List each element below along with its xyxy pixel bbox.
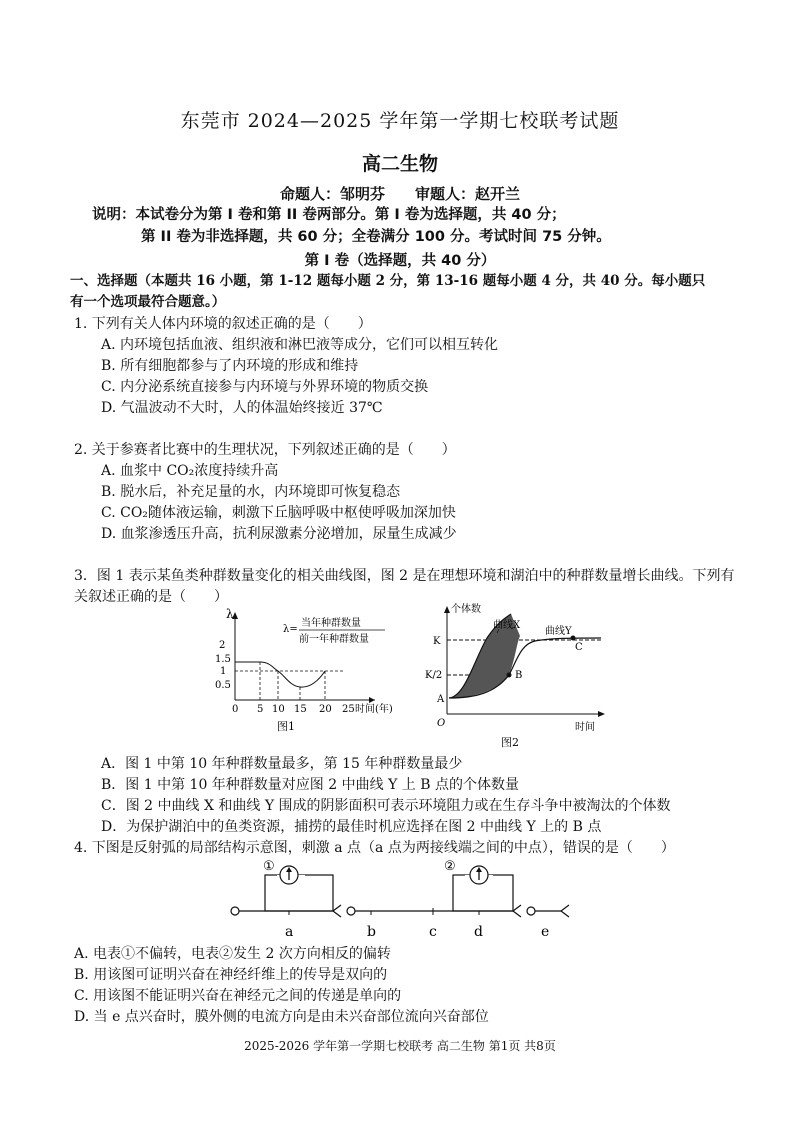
neuron-1-body [231,907,239,915]
figure-reflex-arc [225,858,575,942]
question-1-option-d: D. 气温波动不大时，人的体温始终接近 37℃ [101,400,383,416]
fig2-point-a: A [437,694,445,705]
section-title: 第 I 卷（选择题，共 40 分） [304,253,496,269]
question-1-option-c: C. 内分泌系统直接参与内环境与外界环境的物质交换 [101,379,429,395]
fig1-ytick-1.5: 1.5 [215,654,231,665]
fig1-ytick-2: 2 [219,640,226,651]
fig2-y-arrow [444,606,450,613]
question-4-stem: 4. 下图是反射弧的局部结构示意图，刺激 a 点（a 点为两接线端之间的中点），错误的是（ ） [74,840,675,856]
fig1-curve [235,662,325,687]
synapse-2-terminal [513,905,521,917]
question-2-option-c: C. CO₂随体液运输，刺激下丘脑呼吸中枢使呼吸加深加快 [101,505,456,521]
point-b-label: b [367,924,376,940]
question-1-option-b: B. 所有细胞都参与了内环境的形成和维持 [101,358,359,374]
point-d-label: d [474,924,483,940]
synapse-1-terminal [333,905,341,917]
question-3-option-d: D．为保护湖泊中的鱼类资源，捕捞的最佳时机应选择在图 2 中曲线 Y 上的 B 点 [101,819,602,835]
authors-line: 命题人：邹明芬 审题人：赵开兰 [279,185,520,203]
fig2-k-label: K [433,636,441,647]
fig2-k-half-label: K/2 [425,670,443,681]
question-2-option-b: B. 脱水后，补充足量的水，内环境即可恢复稳态 [101,484,401,500]
fig1-xtick-15: 15 [294,704,307,715]
meter-1-wire [265,875,333,911]
question-3-stem-line-1: 3．图 1 表示某鱼类种群数量变化的相关曲线图，图 2 是在理想环境和湖泊中的种群数量增长曲线。下列有 [74,568,735,584]
exam-title: 东莞市 2024—2025 学年第一学期七校联考试题 [180,110,620,132]
point-c-label: c [429,924,437,940]
fig2-curve-x-label: 曲线X [493,620,521,631]
question-2-stem: 2. 关于参赛者比赛中的生理状况，下列叙述正确的是（ ） [74,442,456,458]
question-4-option-a: A. 电表①不偏转，电表②发生 2 次方向相反的偏转 [74,946,391,962]
fig1-xtick-5: 5 [257,704,264,715]
fig2-ylabel: 个体数 [451,604,481,615]
question-2-option-a: A. 血浆中 CO₂浓度持续升高 [101,463,279,479]
fig2-curve-y-label: 曲线Y [545,626,572,637]
fig1-ytick-1: 1 [220,666,227,677]
fig1-xtick-0: 0 [232,704,239,715]
question-3-option-a: A．图 1 中第 10 年种群数量最多，第 15 年种群数量最少 [101,756,463,772]
fig1-x-arrow [369,697,375,703]
note-line-1: 说明：本试卷分为第 I 卷和第 II 卷两部分。第 I 卷为选择题，共 40 分； [92,207,566,223]
neuron-3-terminal [561,905,569,917]
fig2-x-arrow [598,711,605,717]
fig2-point-b-marker [507,673,512,678]
fig2-origin: O [437,718,446,729]
figure-2-growth-curves [425,598,615,750]
fig1-caption: 图1 [277,720,295,733]
question-2-option-d: D. 血浆渗透压升高，抗利尿激素分泌增加，尿量生成减少 [101,526,457,542]
fig2-point-c: C [575,642,583,653]
question-4-option-b: B. 用该图可证明兴奋在神经纤维上的传导是双向的 [74,967,388,983]
fig1-xtick-10: 10 [272,704,285,715]
neuron-2-body [347,907,355,915]
meter-2-label: ② [444,859,456,874]
question-4-option-c: C. 用该图不能证明兴奋在神经元之间的传递是单向的 [74,988,402,1004]
fig1-ylabel: λ [226,607,234,621]
fig2-point-b: B [515,670,523,681]
fig1-xtick-25: 25 [342,704,355,715]
fig1-ytick-0.5: 0.5 [215,680,231,691]
question-4-option-d: D. 当 e 点兴奋时，膜外侧的电流方向是由未兴奋部位流向兴奋部位 [74,1009,489,1025]
question-3-stem-line-2: 关叙述正确的是（ ） [74,589,228,605]
fig1-formula-prefix: λ= [283,624,298,635]
fig1-formula-denominator: 前一年种群数量 [299,634,369,645]
question-1-stem: 1. 下列有关人体内环境的叙述正确的是（ ） [74,316,372,332]
subject-title: 高二生物 [361,153,438,175]
page-footer: 2025-2026 学年第一学期七校联考 高二生物 第1页 共8页 [244,1039,556,1053]
fig2-caption: 图2 [501,736,519,749]
point-e-label: e [541,924,550,940]
instructions-line-2: 有一个选项最符合题意。） [70,294,226,310]
question-3-option-b: B．图 1 中第 10 年种群数量对应图 2 中曲线 Y 上 B 点的个体数量 [101,777,519,793]
question-3-option-c: C．图 2 中曲线 X 和曲线 Y 围成的阴影面积可表示环境阻力或在生存斗争中被淘汰的个体数 [101,798,671,814]
instructions-line-1: 一、选择题（本题共 16 小题，第 1-12 题每小题 2 分，第 13-16 题每小题 4 分，共 40 分。每小题只 [70,273,706,289]
question-1-option-a: A. 内环境包括血液、组织液和淋巴液等成分，它们可以相互转化 [101,337,499,353]
fig1-xtick-20: 20 [319,704,332,715]
point-a-label: a [285,924,294,940]
figure-1-lambda-graph [215,604,415,734]
fig1-formula-numerator: 当年种群数量 [301,618,361,629]
fig2-xlabel: 时间 [575,722,595,733]
note-line-2: 第 II 卷为非选择题，共 60 分；全卷满分 100 分。考试时间 75 分钟。 [141,229,611,245]
meter-1-label: ① [263,859,275,874]
neuron-3-body [527,907,535,915]
fig1-xlabel: 时间(年) [355,704,393,715]
